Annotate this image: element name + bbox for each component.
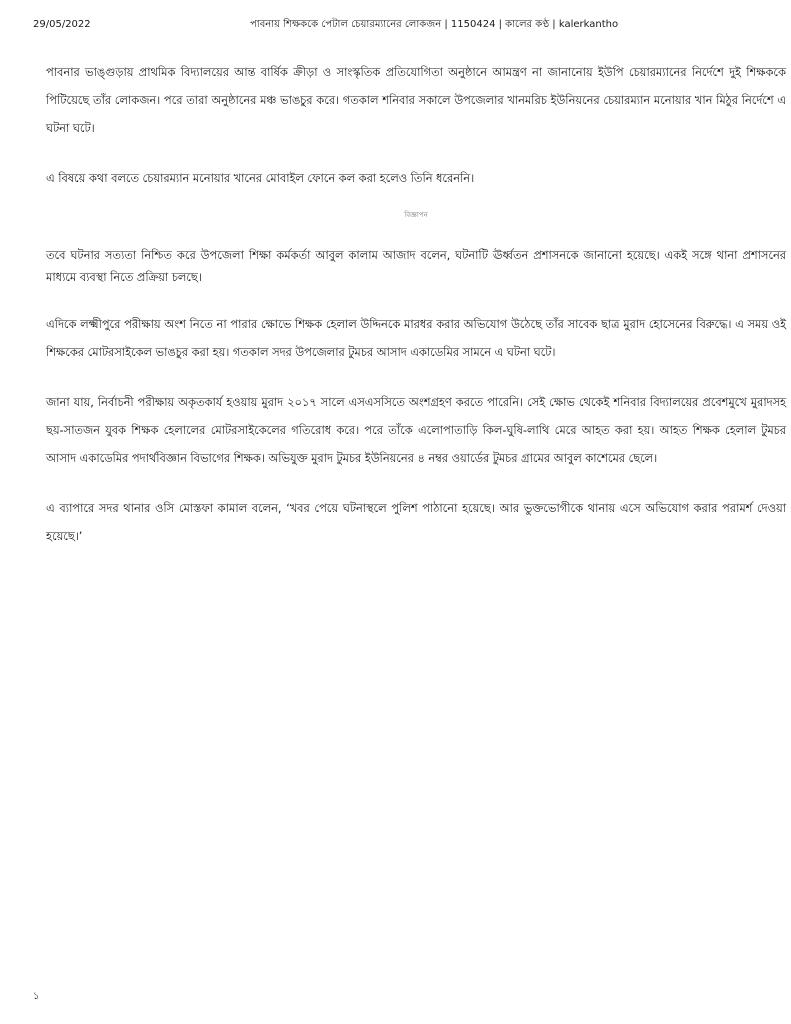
article-paragraph: এ বিষয়ে কথা বলতে চেয়ারম্যান মনোয়ার খানের মোবাইল ফোনে কল করা হলেও তিনি ধরেননি।: [46, 171, 475, 185]
article-paragraph: তবে ঘটনার সত্যতা নিশ্চিত করে উপজেলা শিক্ষা কর্মকর্তা আবুল কালাম আজাদ বলেন, ঘটনাটি ঊর্ধ্বতন প্রশাসনকে জানানো হয়েছে। একই সঙ্গে থানা প্রশাসনের মাধ্যমে ব্যবস্থা নিতে প্রক্রিয়া চলছে।: [46, 248, 786, 284]
article-paragraph: এ ব্যাপারে সদর থানার ওসি মোস্তফা কামাল বলেন, ‘খবর পেয়ে ঘটনাস্থলে পুলিশ পাঠানো হয়েছে। আর ভুক্তভোগীকে থানায় এসে অভিযোগ করার পরামর্শ দেওয়া হয়েছে।’: [46, 501, 786, 543]
page-title: পাবনায় শিক্ষককে পেটাল চেয়ারম্যানের লোকজন | 1150424 | কালের কণ্ঠ | kalerkantho: [250, 19, 619, 30]
article-body: [46, 58, 786, 572]
print-header: [0, 18, 791, 36]
article-paragraph: এদিকে লক্ষ্মীপুরে পরীক্ষায় অংশ নিতে না পারার ক্ষোভে শিক্ষক হেলাল উদ্দিনকে মারধর করার অভিযোগ উঠেছে তাঁর সাবেক ছাত্র মুরাদ হোসেনের বিরুদ্ধে। এ সময় ওই শিক্ষকের মোটরসাইকেল ভাঙচুর করা হয়। গতকাল সদর উপজেলার টুমচর আসাদ একাডেমির সামনে এ ঘটনা ঘটে।: [46, 317, 786, 359]
advertisement-label: বিজ্ঞাপন: [404, 211, 428, 219]
print-date: 29/05/2022: [33, 19, 91, 30]
article-paragraph: জানা যায়, নির্বাচনী পরীক্ষায় অকৃতকার্য হওয়ায় মুরাদ ২০১৭ সালে এসএসসিতে অংশগ্রহণ করতে পারেনি। সেই ক্ষোভ থেকেই শনিবার বিদ্যালয়ের প্রবেশমুখে মুরাদসহ ছয়-সাতজন যুবক শিক্ষক হেলালের মোটরসাইকেলের গতিরোধ করে। পরে তাঁকে এলোপাতাড়ি কিল-ঘুষি-লাথি মেরে আহত করা হয়। আহত শিক্ষক হেলাল টুমচর আসাদ একাডেমির পদার্থবিজ্ঞান বিভাগের শিক্ষক। অভিযুক্ত মুরাদ টুমচর ইউনিয়নের ৪ নম্বর ওয়ার্ডের টুমচর গ্রামের আবুল কাশেমের ছেলে।: [46, 395, 786, 465]
page-number: ১: [33, 991, 40, 1002]
article-paragraph: পাবনার ভাঙ্গুড়ায় প্রাথমিক বিদ্যালয়ের আন্ত বার্ষিক ক্রীড়া ও সাংস্কৃতিক প্রতিযোগিতা অনুষ্ঠানে আমন্ত্রণ না জানানোয় ইউপি চেয়ারম্যানের নির্দেশে দুই শিক্ষককে পিটিয়েছে তাঁর লোকজন। পরে তারা অনুষ্ঠানের মঞ্চ ভাঙচুর করে। গতকাল শনিবার সকালে উপজেলার খানমরিচ ইউনিয়নের চেয়ারম্যান মনোয়ার খান মিঠুর নির্দেশে এ ঘটনা ঘটে।: [46, 65, 786, 135]
